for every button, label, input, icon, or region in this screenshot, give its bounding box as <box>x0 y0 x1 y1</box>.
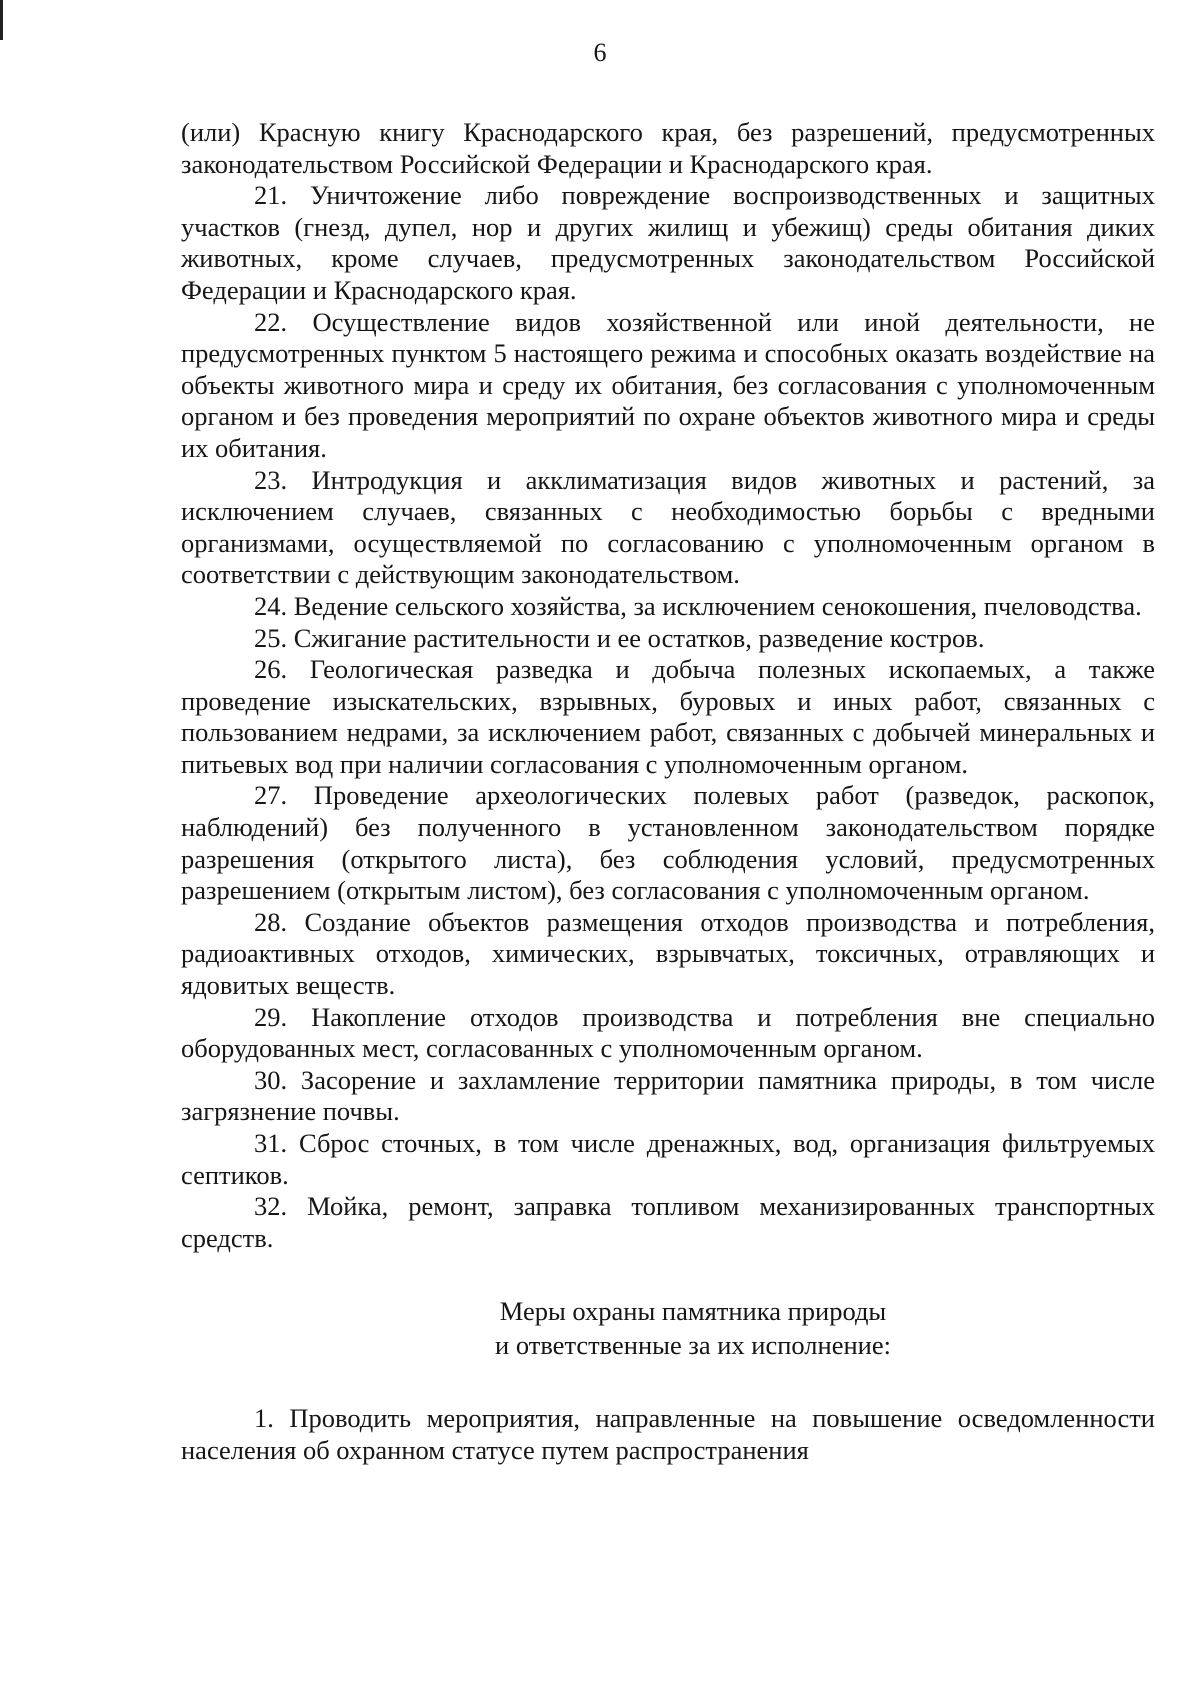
measure-item-1: 1. Проводить мероприятия, направленные на повышение осведомленности населения об охранном статусе путем распространения <box>181 1403 1155 1465</box>
list-item-30: 30. Засорение и захламление территории памятника природы, в том числе загрязнение почвы. <box>181 1064 1155 1127</box>
list-item-32: 32. Мойка, ремонт, заправка топливом механизированных транспортных средств. <box>181 1191 1155 1253</box>
scan-edge-mark <box>0 0 3 40</box>
list-item-27: 27. Проведение археологических полевых работ (разведок, раскопок, наблюдений) без полученного в установленном законодательством порядке разрешения (открытого листа), без соблюдения условий, предусмотренных разрешением (открытым листом), без согласования с уполномоченным органом. <box>181 780 1155 906</box>
list-item-31: 31. Сброс сточных, в том числе дренажных, вод, организация фильтруемых септиков. <box>181 1128 1155 1190</box>
list-item-23: 23. Интродукция и акклиматизация видов животных и растений, за исключением случаев, связанных с необходимостью борьбы с вредными организмами, осуществляемой по согласованию с уполномоченным органом в соответствии с действующим законодательством. <box>181 464 1155 590</box>
list-item-25: 25. Сжигание растительности и ее остатков, разведение костров. <box>254 622 985 653</box>
section-heading-line-2: и ответственные за их исполнение: <box>495 1330 891 1361</box>
list-item-29: 29. Накопление отходов производства и потребления вне специально оборудованных мест, согласованных с уполномоченным органом. <box>181 1001 1155 1064</box>
section-heading <box>181 1294 1155 1362</box>
list-item-21: 21. Уничтожение либо повреждение воспроизводственных и защитных участков (гнезд, дупел, нор и других жилищ и убежищ) среды обитания диких животных, кроме случаев, предусмотренных законодательством Российской Федерации и Краснодарского края. <box>181 180 1155 305</box>
list-item-22: 22. Осуществление видов хозяйственной или иной деятельности, не предусмотренных пунктом 5 настоящего режима и способных оказать воздействие на объекты животного мира и среду их обитания, без согласования с уполномоченным органом и без проведения мероприятий по охране объектов животного мира и среды их обитания. <box>181 306 1155 463</box>
list-item-24: 24. Ведение сельского хозяйства, за исключением сенокошения, пчеловодства. <box>254 590 1142 621</box>
section-heading-line-1: Меры охраны памятника природы <box>499 1296 887 1327</box>
list-item-28: 28. Создание объектов размещения отходов производства и потребления, радиоактивных отходов, химических, взрывчатых, токсичных, отравляющих и ядовитых веществ. <box>181 906 1155 1001</box>
list-item-26: 26. Геологическая разведка и добыча полезных ископаемых, а также проведение изыскательских, взрывных, буровых и иных работ, связанных с пользованием недрами, за исключением работ, связанных с добычей минеральных и питьевых вод при наличии согласования с уполномоченным органом. <box>181 654 1155 779</box>
paragraph-continuation: (или) Красную книгу Краснодарского края, без разрешений, предусмотренных законодательством Российской Федерации и Краснодарского края. <box>181 117 1155 179</box>
document-body <box>181 117 1155 1467</box>
page-number: 6 <box>593 38 607 67</box>
